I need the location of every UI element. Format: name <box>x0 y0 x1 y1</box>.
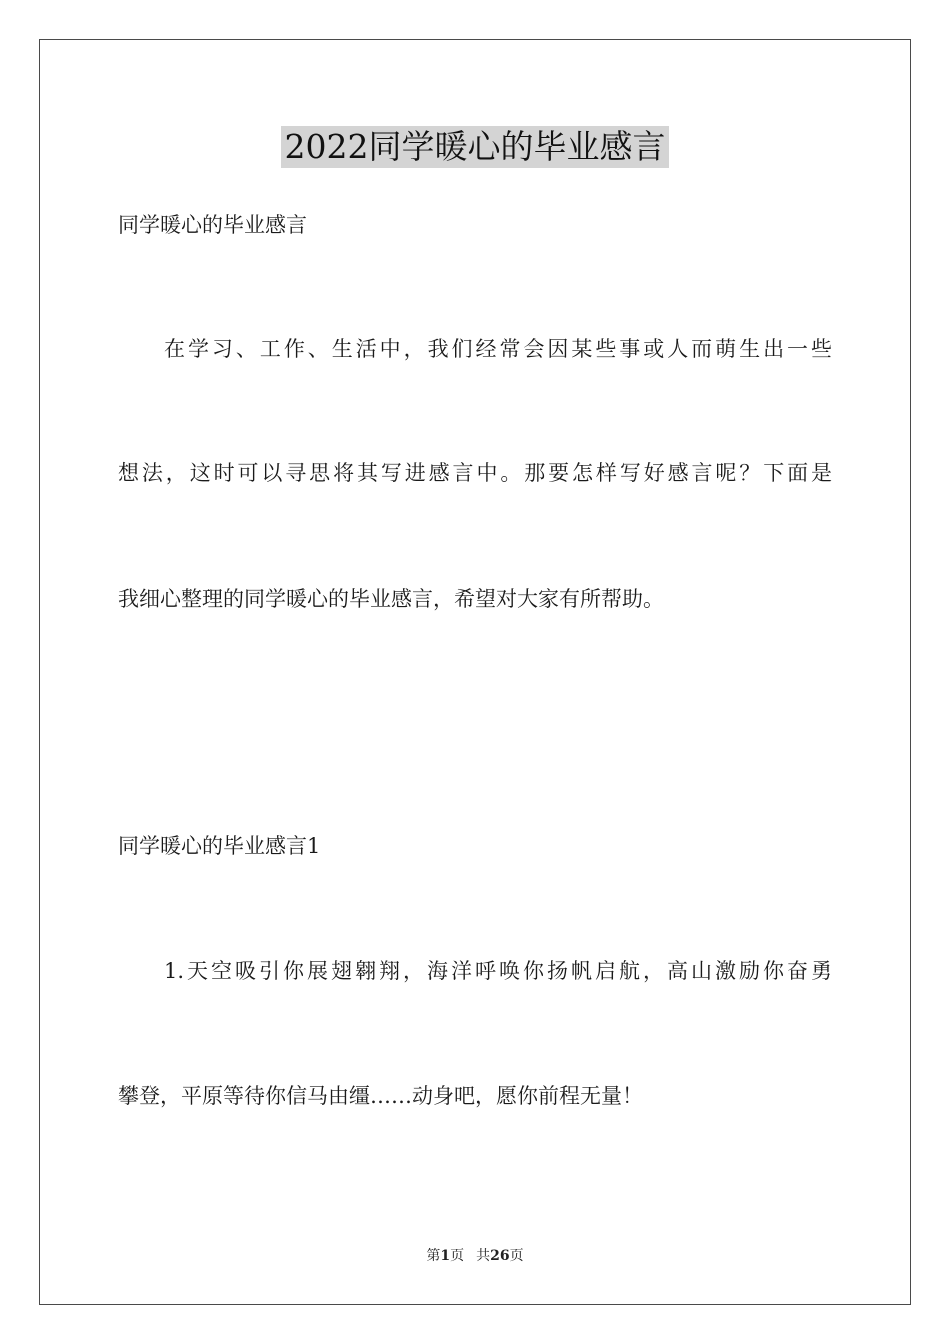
footer-page-suffix: 页 <box>450 1248 465 1264</box>
footer-total-prefix: 共 <box>476 1248 491 1264</box>
footer-total-pages: 26 <box>490 1248 510 1264</box>
intro-line-3: 我细心整理的同学暖心的毕业感言，希望对大家有所帮助。 <box>118 587 664 611</box>
footer-page-number: 1 <box>440 1248 451 1264</box>
title-container <box>0 126 950 168</box>
item1-line-2: 攀登，平原等待你信马由缰……动身吧，愿你前程无量！ <box>118 1084 643 1108</box>
footer-page-prefix: 第 <box>426 1248 441 1264</box>
footer-total-suffix: 页 <box>509 1248 524 1264</box>
intro-line-1: 在学习、工作、生活中，我们经常会因某些事或人而萌生出一些 <box>164 337 832 361</box>
document-title: 2022同学暖心的毕业感言 <box>281 126 670 168</box>
section-heading: 同学暖心的毕业感言1 <box>118 834 321 858</box>
page-footer <box>0 1246 950 1266</box>
document-subtitle: 同学暖心的毕业感言 <box>118 213 307 237</box>
item1-line-1: 1.天空吸引你展翅翱翔，海洋呼唤你扬帆启航，高山激励你奋勇 <box>164 959 832 983</box>
intro-line-2: 想法，这时可以寻思将其写进感言中。那要怎样写好感言呢？下面是 <box>118 461 832 485</box>
